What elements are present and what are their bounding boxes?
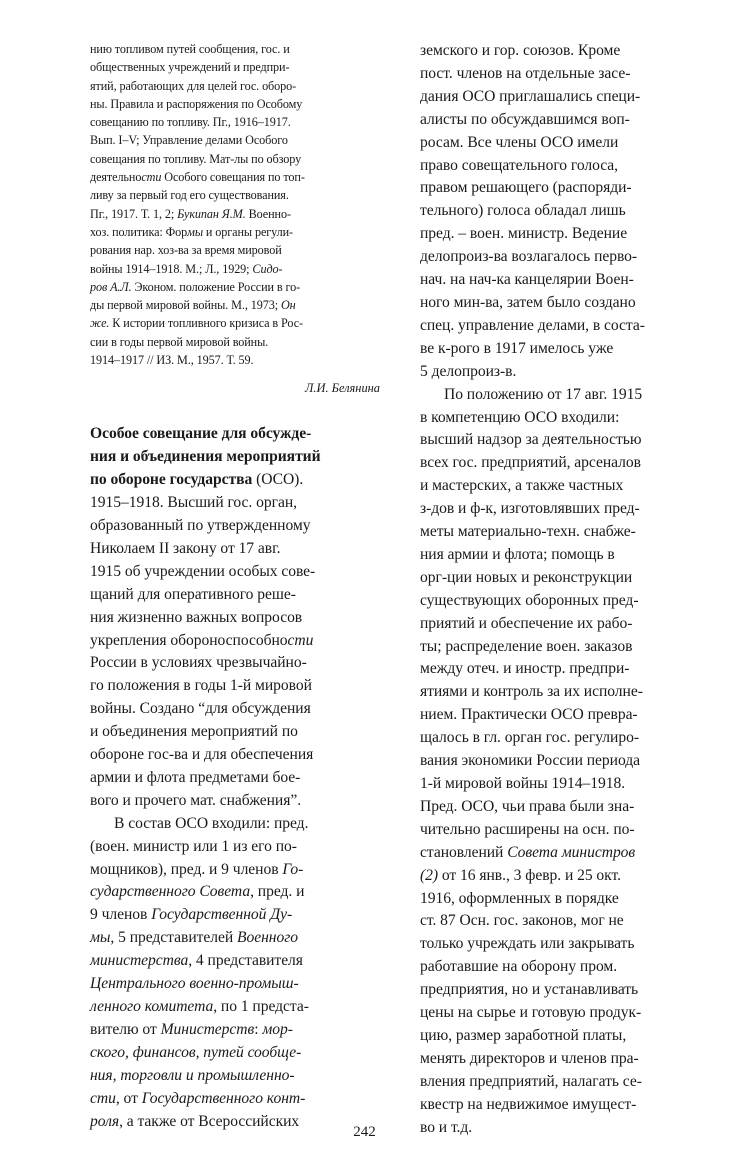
text-line: делопроиз-ва возлагалось перво- <box>420 248 638 266</box>
text-line: менять директоров и членов пра- <box>420 1049 639 1067</box>
text-line: ятиями и контроль за их исполне- <box>420 683 643 701</box>
text-line: вания экономики России периода <box>420 752 641 770</box>
text-line: орг-ции новых и реконструкции <box>420 568 633 586</box>
text-line: приятий и обеспечение их рабо- <box>420 614 633 632</box>
right-paragraph-2 <box>420 384 710 1140</box>
text-line: нию топливом путей сообщения, гос. и <box>90 42 290 56</box>
text-line: министерства, 4 представителя <box>90 952 303 970</box>
text-line: з-дов и ф-к, изготовлявших пред- <box>420 500 640 518</box>
text-line: обороне гос-ва и для обеспечения <box>90 746 314 764</box>
text-line: Николаем II закону от 17 авг. <box>90 539 281 557</box>
text-line: 5 делопроиз-в. <box>420 362 517 380</box>
text-line: 1-й мировой войны 1914–1918. <box>420 775 626 792</box>
text-line: 9 членов Государственной Ду- <box>90 906 293 924</box>
text-line: В состав ОСО входили: пред. <box>114 814 309 832</box>
text-line: 1915 об учреждении особых сове- <box>90 562 316 580</box>
text-line: земского и гор. союзов. Кроме <box>420 42 621 59</box>
text-line: нач. на нач-ка канцелярии Воен- <box>420 271 634 289</box>
text-line: и объединения мероприятий по <box>90 723 298 741</box>
text-line: войны 1914–1918. М.; Л., 1929; Сидо- <box>90 261 283 276</box>
heading-bold-text: по обороне государства <box>90 471 253 489</box>
text-line: предприятия, но и устанавливать <box>420 981 639 999</box>
text-line: спец. управление делами, в соста- <box>420 316 645 334</box>
text-line: сударственного Совета, пред. и <box>90 883 305 901</box>
text-line: вого и прочего мат. снабжения”. <box>90 791 302 809</box>
text-line: войны. Создано “для обсуждения <box>90 700 311 718</box>
text-line: укрепления обороноспособности <box>90 631 314 649</box>
text-line: щаний для оперативного реше- <box>90 585 296 603</box>
text-line: (воен. министр или 1 из его по- <box>90 837 297 855</box>
article-paragraph-2 <box>90 813 380 1134</box>
text-line: пост. членов на отдельные засе- <box>420 64 631 82</box>
heading-bold-text: Особое совещание для обсужде- <box>90 425 312 443</box>
text-line: Пг., 1917. Т. 1, 2; Букипан Я.М. Военно- <box>90 206 291 221</box>
text-line: вления предприятий, налагать се- <box>420 1072 642 1090</box>
text-line: вителю от Министерств: мор- <box>90 1020 293 1038</box>
text-line: меты материально-техн. снабже- <box>420 523 636 541</box>
text-line: ве к-рого в 1917 имелось уже <box>420 339 614 357</box>
text-line: во и т.д. <box>420 1118 473 1136</box>
text-line: ния жизненно важных вопросов <box>90 608 303 626</box>
text-line: становлений Совета министров <box>420 843 636 861</box>
text-line: ного мин-ва, затем было создано <box>420 293 636 311</box>
page-number: 242 <box>353 1124 376 1140</box>
text-line: пред. – воен. министр. Ведение <box>420 225 628 243</box>
right-paragraph-1 <box>420 40 710 384</box>
article-osobo-soveshchanie <box>90 423 380 1133</box>
text-line: По положению от 17 авг. 1915 <box>444 385 643 403</box>
text-line: сии в годы первой мировой войны. <box>90 334 269 349</box>
text-line: право совещательного голоса, <box>420 156 619 174</box>
text-line: правом решающего (распоряди- <box>420 179 632 197</box>
text-line: ст. 87 Осн. гос. законов, мог не <box>420 912 624 930</box>
text-line: существующих оборонных пред- <box>420 591 639 609</box>
text-line: Пред. ОСО, чьи права были зна- <box>420 797 635 815</box>
heading-bold-text: ния и объединения мероприятий <box>90 448 321 466</box>
text-line: мощников), пред. и 9 членов Го- <box>90 860 304 878</box>
text-line: ленного комитета, по 1 предста- <box>90 998 309 1015</box>
text-line: Центрального военно-промыш- <box>90 975 299 993</box>
article-heading <box>90 423 380 492</box>
text-line: 1915–1918. Высший гос. орган, <box>90 494 297 512</box>
text-line: мы, 5 представителей Военного <box>90 929 298 947</box>
text-line: цены на сырье и готовую продук- <box>420 1004 642 1022</box>
text-line: ния, торговли и промышленно- <box>90 1066 295 1084</box>
text-line: высший надзор за деятельностью <box>420 431 642 449</box>
text-line: ния армии и флота; помощь в <box>420 545 615 563</box>
heading-line <box>90 423 380 446</box>
text-line: нием. Практически ОСО превра- <box>420 706 638 724</box>
text-line: рования нар. хоз-ва за время мировой <box>90 243 282 258</box>
text-line: деятельности Особого совещания по топ- <box>90 170 305 185</box>
text-line: сти, от Государственного конт- <box>90 1089 306 1107</box>
heading-line <box>90 446 380 469</box>
text-line: только учреждать или закрывать <box>420 935 635 953</box>
text-line: совещанию по топливу. Пг., 1916–1917. <box>90 115 291 130</box>
text-line: 1916, оформленных в порядке <box>420 889 619 907</box>
author-signature: Л.И. Белянина <box>305 381 380 396</box>
text-line: го положения в годы 1-й мировой <box>90 677 312 695</box>
text-line: ятий, работающих для целей гос. оборо- <box>90 78 297 93</box>
text-line: Вып. I–V; Управление делами Особого <box>90 133 288 148</box>
text-line: и мастерских, а также частных <box>420 477 624 495</box>
text-line: армии и флота предметами бое- <box>90 768 301 786</box>
text-line: образованный по утвержденному <box>90 516 311 534</box>
article-paragraph-1 <box>90 492 380 813</box>
text-line: общественных учреждений и предпри- <box>90 60 290 75</box>
text-line: ливу за первый год его существования. <box>90 188 289 203</box>
text-line: ров А.Л. Эконом. положение России в го- <box>90 279 301 294</box>
text-line: между отеч. и иностр. предпри- <box>420 660 630 678</box>
left-column <box>90 40 380 1133</box>
heading-line <box>90 469 380 492</box>
text-line: квестр на недвижимое имущест- <box>420 1095 637 1113</box>
text-line: ского, финансов, путей сообще- <box>90 1043 302 1061</box>
text-line: ды первой мировой войны. М., 1973; Он <box>90 298 296 313</box>
text-line: роля, а также от Всероссийских <box>90 1112 300 1130</box>
heading-abbrev: (ОСО). <box>252 471 304 489</box>
literature-block <box>90 40 380 369</box>
text-line: в компетенцию ОСО входили: <box>420 408 620 426</box>
text-line: ты; распределение воен. заказов <box>420 637 633 655</box>
text-line: щалось в гл. орган гос. регулиро- <box>420 729 639 747</box>
text-line: России в условиях чрезвычайно- <box>90 654 307 672</box>
text-line: (2) от 16 янв., 3 февр. и 25 окт. <box>420 866 621 884</box>
text-line: росам. Все члены ОСО имели <box>420 133 619 151</box>
right-column <box>420 40 710 1140</box>
text-line: совещания по топливу. Мат-лы по обзору <box>90 151 302 166</box>
text-line: ны. Правила и распоряжения по Особому <box>90 96 303 111</box>
text-line: тельного) голоса обладал лишь <box>420 202 626 220</box>
text-line: дания ОСО приглашались специ- <box>420 87 641 105</box>
text-line: работавшие на оборону пром. <box>420 958 618 976</box>
text-line: цию, размер заработной платы, <box>420 1026 627 1044</box>
text-line: алисты по обсуждавшимся воп- <box>420 110 630 128</box>
text-line: чительно расширены на осн. по- <box>420 820 635 838</box>
text-line: всех гос. предприятий, арсеналов <box>420 454 641 472</box>
text-line: 1914–1917 // ИЗ. М., 1957. Т. 59. <box>90 353 254 368</box>
text-line: хоз. политика: Формы и органы регули- <box>90 224 293 239</box>
text-line: же. К истории топливного кризиса в Рос- <box>90 316 303 331</box>
